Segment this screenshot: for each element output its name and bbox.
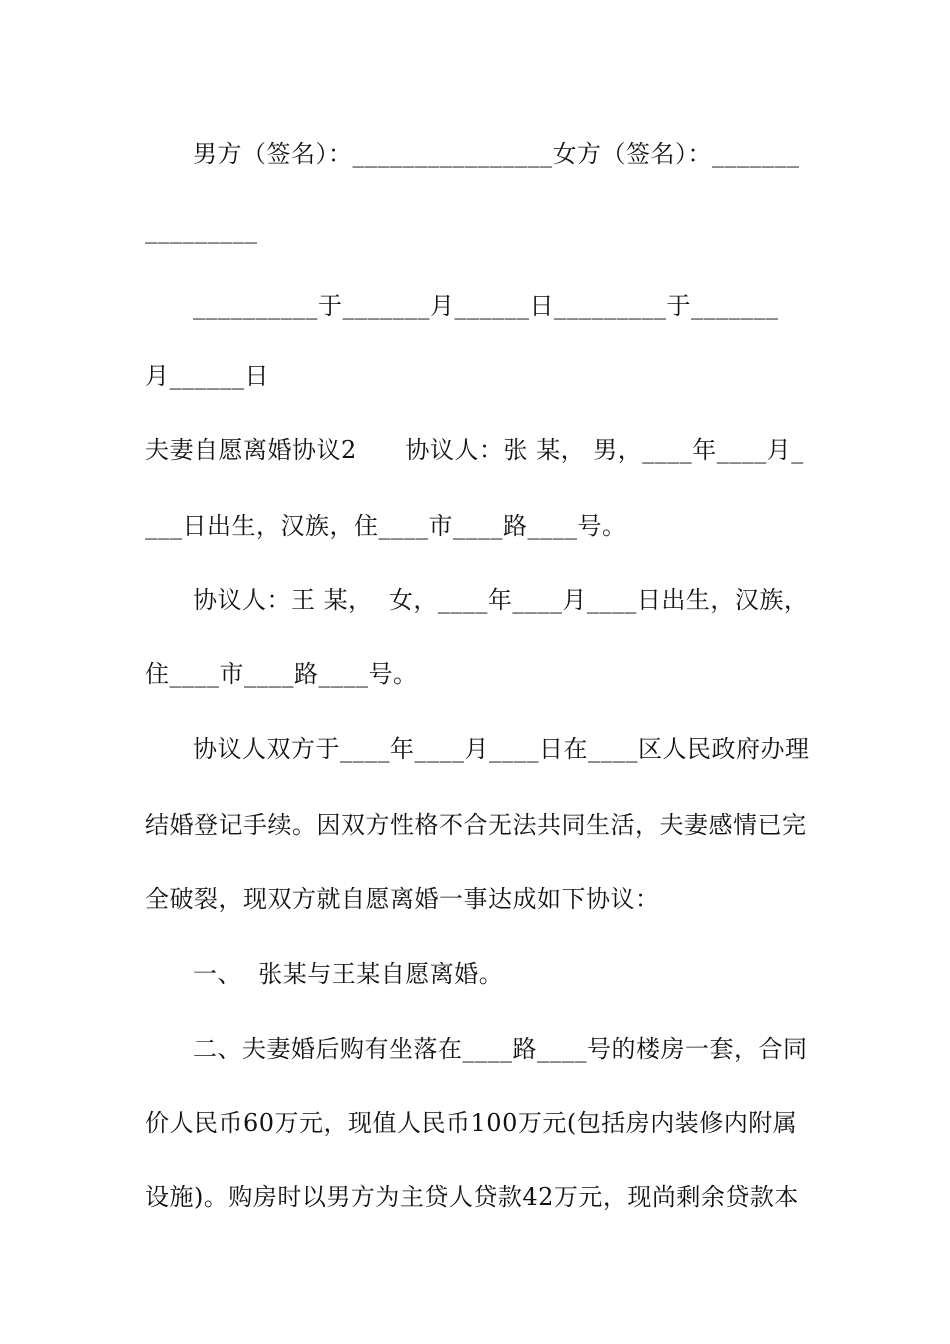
date-line-continued: 月______日	[145, 362, 269, 390]
party-two-line: 协议人：王 某， 女，____年____月____日出生，汉族，	[193, 586, 809, 614]
signature-line-continued: _________	[145, 216, 258, 244]
clause-two-line-1: 二、夫妻婚后购有坐落在____路____号的楼房一套，合同	[193, 1035, 808, 1063]
clause-two-line-3: 设施)。购房时以男方为主贷人贷款42万元，现尚剩余贷款本	[145, 1183, 799, 1211]
marriage-registration-line-2: 结婚登记手续。因双方性格不合无法共同生活，夫妻感情已完	[145, 811, 807, 839]
clause-two-line-2: 价人民币60万元，现值人民币100万元(包括房内装修内附属	[145, 1109, 798, 1137]
marriage-registration-line-3: 全破裂，现双方就自愿离婚一事达成如下协议：	[145, 885, 660, 913]
signature-line: 男方（签名）：________________女方（签名）：_______	[193, 140, 800, 168]
marriage-registration-line: 协议人双方于____年____月____日在____区人民政府办理	[193, 735, 810, 763]
agreement-title-line: 夫妻自愿离婚协议2 协议人：张 某， 男，____年____月_	[145, 436, 804, 464]
party-two-address-line: 住____市____路____号。	[145, 660, 418, 688]
party-one-line: ___日出生，汉族，住____市____路____号。	[145, 512, 627, 540]
date-line: __________于_______月______日_________于_______	[193, 292, 779, 320]
clause-one: 一、 张某与王某自愿离婚。	[193, 960, 504, 988]
